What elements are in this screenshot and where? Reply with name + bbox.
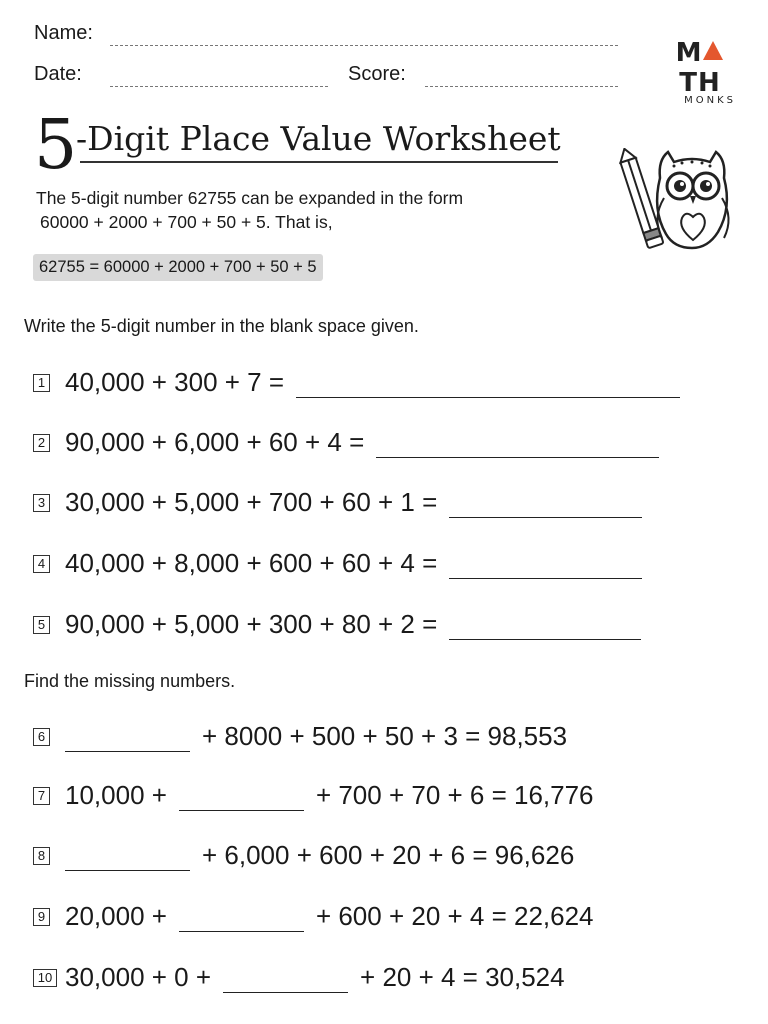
problem-number: 9: [33, 908, 50, 926]
logo-subtext: MONKS: [684, 95, 736, 106]
problem-expression-before: 20,000 +: [65, 901, 167, 931]
problem-number: 8: [33, 847, 50, 865]
logo-text-th: TH: [679, 68, 721, 98]
date-label: Date:: [34, 63, 82, 85]
answer-blank[interactable]: [376, 431, 659, 458]
problem-3: [33, 487, 642, 518]
problem-expression-after: + 20 + 4 = 30,524: [360, 962, 565, 992]
problem-8: [33, 840, 574, 871]
problem-expression-before: 10,000 +: [65, 780, 167, 810]
answer-blank[interactable]: [449, 552, 642, 579]
problem-9: [33, 901, 594, 932]
logo-text-m: M: [675, 38, 703, 68]
answer-blank[interactable]: [449, 613, 641, 640]
problem-expression-after: + 8000 + 500 + 50 + 3 = 98,553: [202, 721, 568, 751]
problem-expression-after: + 700 + 70 + 6 = 16,776: [315, 780, 594, 810]
problem-2: [33, 427, 659, 458]
problem-expression-after: + 600 + 20 + 4 = 22,624: [315, 901, 594, 931]
missing-number-blank[interactable]: [179, 784, 304, 811]
intro-text: [36, 186, 606, 234]
score-field[interactable]: [425, 86, 618, 87]
problem-expression: 90,000 + 6,000 + 60 + 4 =: [65, 427, 365, 457]
answer-blank[interactable]: [449, 491, 642, 518]
problem-expression-before: 30,000 + 0 +: [65, 962, 212, 992]
problem-7: [33, 780, 594, 811]
name-label: Name:: [34, 22, 93, 44]
problem-number: 3: [33, 494, 50, 512]
problem-4: [33, 548, 642, 579]
example-box: 62755 = 60000 + 2000 + 700 + 50 + 5: [33, 254, 323, 281]
name-field[interactable]: [110, 45, 618, 46]
title-big-digit: 5: [34, 106, 78, 185]
problem-6: [33, 721, 567, 752]
page-title: -Digit Place Value Worksheet: [76, 119, 561, 158]
section2-instruction: Find the missing numbers.: [24, 671, 236, 691]
intro-line-2: 60000 + 2000 + 700 + 50 + 5. That is,: [40, 212, 333, 232]
missing-number-blank[interactable]: [65, 725, 190, 752]
score-label: Score:: [348, 63, 406, 85]
problem-number: 6: [33, 728, 50, 746]
problem-number: 10: [33, 969, 57, 987]
title-underline: [80, 161, 558, 163]
owl-with-pencil-icon: [612, 148, 736, 254]
problem-expression: 30,000 + 5,000 + 700 + 60 + 1 =: [65, 487, 438, 517]
math-monks-logo: [660, 38, 740, 106]
problem-10: [33, 962, 565, 993]
intro-line-1: The 5-digit number 62755 can be expanded in the form: [36, 188, 464, 208]
problem-expression: 40,000 + 8,000 + 600 + 60 + 4 =: [65, 548, 438, 578]
problem-1: [33, 367, 680, 398]
answer-blank[interactable]: [296, 371, 680, 398]
problem-number: 4: [33, 555, 50, 573]
missing-number-blank[interactable]: [179, 905, 304, 932]
section1-instruction: Write the 5-digit number in the blank space given.: [24, 316, 419, 336]
triangle-icon: [703, 41, 723, 60]
problem-expression: 90,000 + 5,000 + 300 + 80 + 2 =: [65, 609, 438, 639]
problem-number: 5: [33, 616, 50, 634]
problem-5: [33, 609, 641, 640]
problem-number: 7: [33, 787, 50, 805]
date-field[interactable]: [110, 86, 328, 87]
problem-number: 1: [33, 374, 50, 392]
problem-expression: 40,000 + 300 + 7 =: [65, 367, 285, 397]
missing-number-blank[interactable]: [65, 844, 190, 871]
problem-expression-after: + 6,000 + 600 + 20 + 6 = 96,626: [202, 840, 575, 870]
problem-number: 2: [33, 434, 50, 452]
missing-number-blank[interactable]: [223, 966, 348, 993]
